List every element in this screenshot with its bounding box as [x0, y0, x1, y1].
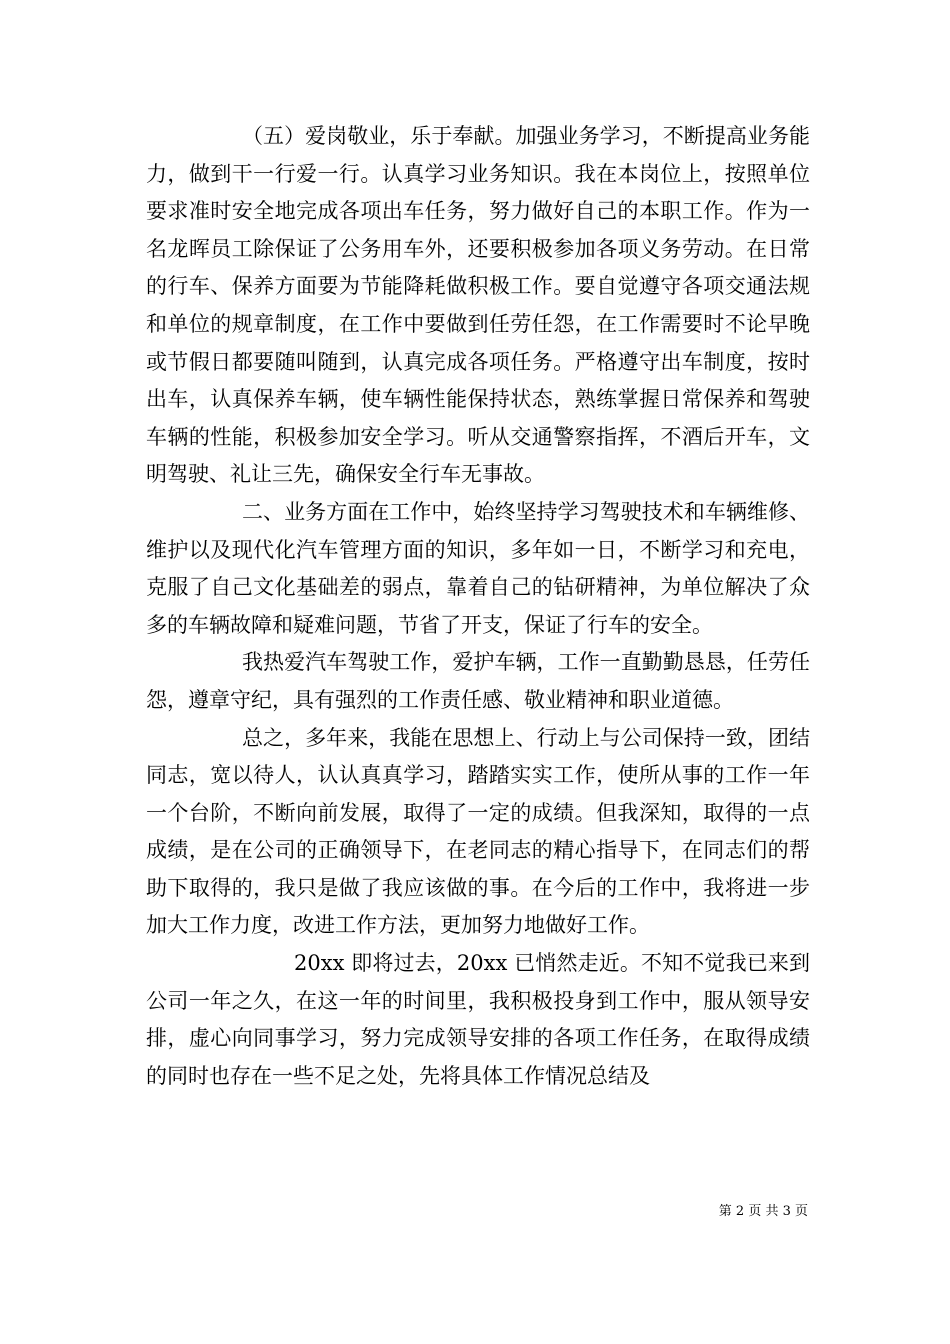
- paragraph-summary: 总之，多年来，我能在思想上、行动上与公司保持一致，团结同志，宽以待人，认认真真学习，踏踏实实工作，使所从事的工作一年一个台阶，不断向前发展，取得了一定的成绩。但我深知，取得的一点成绩，是在公司的正确领导下，在老同志的精心指导下，在同志们的帮助下取得的，我只是做了我应该做的事。在今后的工作中，我将进一步加大工作力度，改进工作方法，更加努力地做好工作。: [146, 725, 810, 938]
- paragraph-dedication: （五）爱岗敬业，乐于奉献。加强业务学习，不断提高业务能力，做到干一行爱一行。认真学习业务知识。我在本岗位上，按照单位要求准时安全地完成各项出车任务，努力做好自己的本职工作。作为一名龙晖员工除保证了公务用车外，还要积极参加各项义务劳动。在日常的行车、保养方面要为节能降耗做积极工作。要自觉遵守各项交通法规和单位的规章制度，在工作中要做到任劳任怨，在工作需要时不论早晚或节假日都要随叫随到，认真完成各项任务。严格遵守出车制度，按时出车，认真保养车辆，使车辆性能保持状态，熟练掌握日常保养和驾驶车辆的性能，积极参加安全学习。听从交通警察指挥，不酒后开车，文明驾驶、礼让三先，确保安全行车无事故。: [146, 124, 810, 487]
- document-body: [146, 118, 810, 1095]
- paragraph-business: 二、业务方面在工作中，始终坚持学习驾驶技术和车辆维修、维护以及现代化汽车管理方面的知识，多年如一日，不断学习和充电，克服了自己文化基础差的弱点，靠着自己的钻研精神，为单位解决了众多的车辆故障和疑难问题，节省了开支，保证了行车的安全。: [146, 499, 810, 637]
- paragraph-year-review: 20xx 即将过去，20xx 已悄然走近。不知不觉我已来到公司一年之久，在这一年的时间里，我积极投身到工作中，服从领导安排，虚心向同事学习，努力完成领导安排的各项工作任务，在取得成绩的同时也存在一些不足之处，先将具体工作情况总结及: [146, 951, 810, 1088]
- page-number-footer: 第 2 页 共 3 页: [718, 1204, 808, 1219]
- paragraph-love-driving: 我热爱汽车驾驶工作，爱护车辆，工作一直勤勤恳恳，任劳任怨，遵章守纪，具有强烈的工作责任感、敬业精神和职业道德。: [146, 650, 810, 712]
